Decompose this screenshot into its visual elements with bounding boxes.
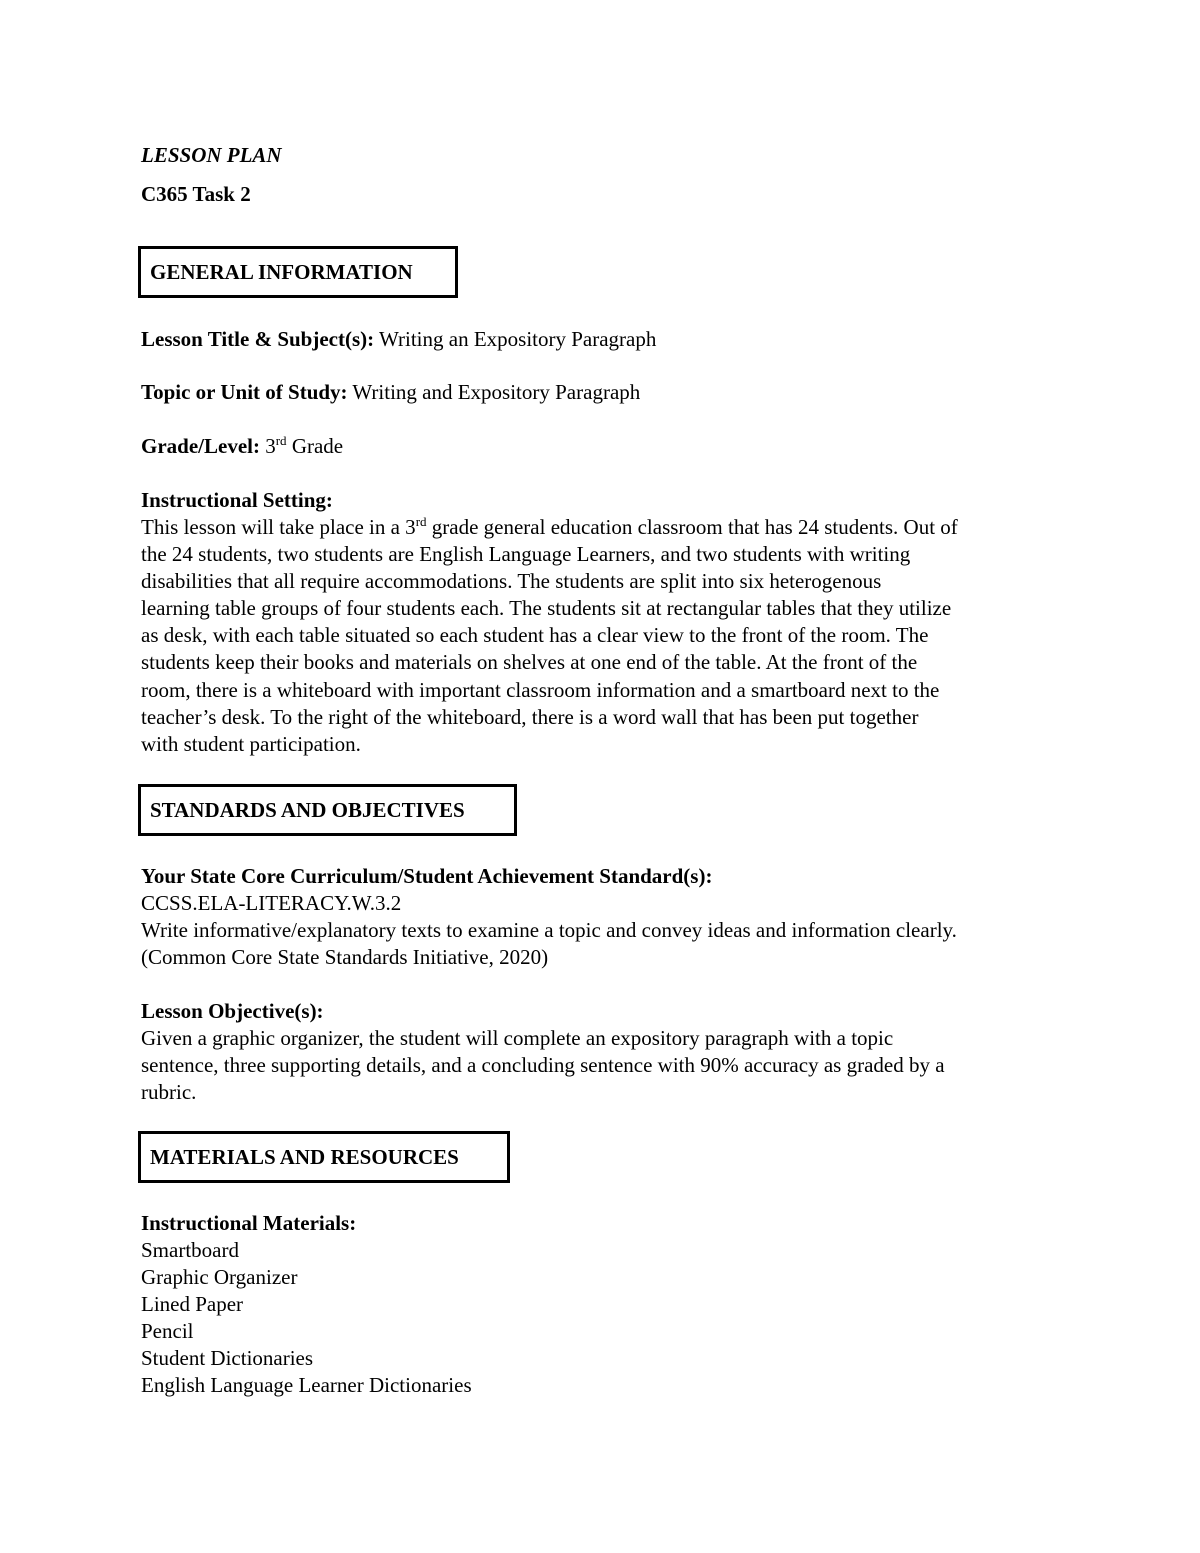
setting-line: as desk, with each table situated so each student has a clear view to the front of the room. The [141,623,929,648]
setting-line: teacher’s desk. To the right of the whiteboard, there is a word wall that has been put together [141,704,919,729]
instructional-materials-label: Instructional Materials: [141,1211,357,1235]
instructional-setting-label: Instructional Setting: [141,488,333,512]
grade-value [265,434,343,458]
objective-line: sentence, three supporting details, and a concluding sentence with 90% accuracy as graded by a [141,1053,945,1078]
topic-field [141,379,640,406]
section-heading-general-information: GENERAL INFORMATION [138,246,458,298]
grade-field [141,433,343,460]
lesson-title-field [141,326,656,353]
list-item: Lined Paper [141,1292,244,1317]
section-heading-standards-objectives: STANDARDS AND OBJECTIVES [138,784,517,836]
standard-description: Write informative/explanatory texts to examine a topic and convey ideas and information clearly. [141,918,957,943]
core-curriculum-text [141,890,1071,971]
grade-suffix: rd [275,433,287,448]
section-heading-materials-resources: MATERIALS AND RESOURCES [138,1131,510,1183]
core-curriculum-label: Your State Core Curriculum/Student Achievement Standard(s): [141,864,713,888]
setting-line: students keep their books and materials on shelves at one end of the table. At the front of the [141,650,918,675]
setting-line: learning table groups of four students each. The students sit at rectangular tables that they utilize [141,596,952,621]
list-item: Smartboard [141,1238,239,1262]
topic-label: Topic or Unit of Study: [141,380,348,404]
lesson-title-value: Writing an Expository Paragraph [379,327,657,351]
setting-line: the 24 students, two students are English Language Learners, and two students with writing [141,542,911,567]
grade-number: 3 [265,434,276,458]
list-item: Graphic Organizer [141,1265,298,1290]
list-item: Pencil [141,1319,194,1344]
setting-line: This lesson will take place in a 3rd grade general education classroom that has 24 students. Out of [141,514,958,539]
instructional-materials-list [141,1237,1071,1400]
setting-line: disabilities that all require accommodations. The students are split into six heterogenous [141,569,882,594]
objective-line: Given a graphic organizer, the student will complete an expository paragraph with a topic [141,1026,894,1050]
document-title: LESSON PLAN [141,143,282,167]
standard-citation: (Common Core State Standards Initiative, 2020) [141,945,549,970]
list-item: English Language Learner Dictionaries [141,1373,472,1398]
document-subtitle: C365 Task 2 [141,182,251,206]
objective-line: rubric. [141,1080,197,1105]
standard-code: CCSS.ELA-LITERACY.W.3.2 [141,891,402,915]
grade-label: Grade/Level: [141,434,260,458]
setting-line: room, there is a whiteboard with important classroom information and a smartboard next to the [141,677,940,702]
list-item: Student Dictionaries [141,1346,314,1371]
instructional-setting-paragraph [141,514,1071,758]
lesson-title-label: Lesson Title & Subject(s): [141,327,375,351]
setting-line: with student participation. [141,731,361,756]
lesson-objective-paragraph [141,1025,1071,1106]
grade-word: Grade [291,434,344,458]
lesson-objective-label: Lesson Objective(s): [141,999,324,1023]
topic-value: Writing and Expository Paragraph [352,380,641,404]
